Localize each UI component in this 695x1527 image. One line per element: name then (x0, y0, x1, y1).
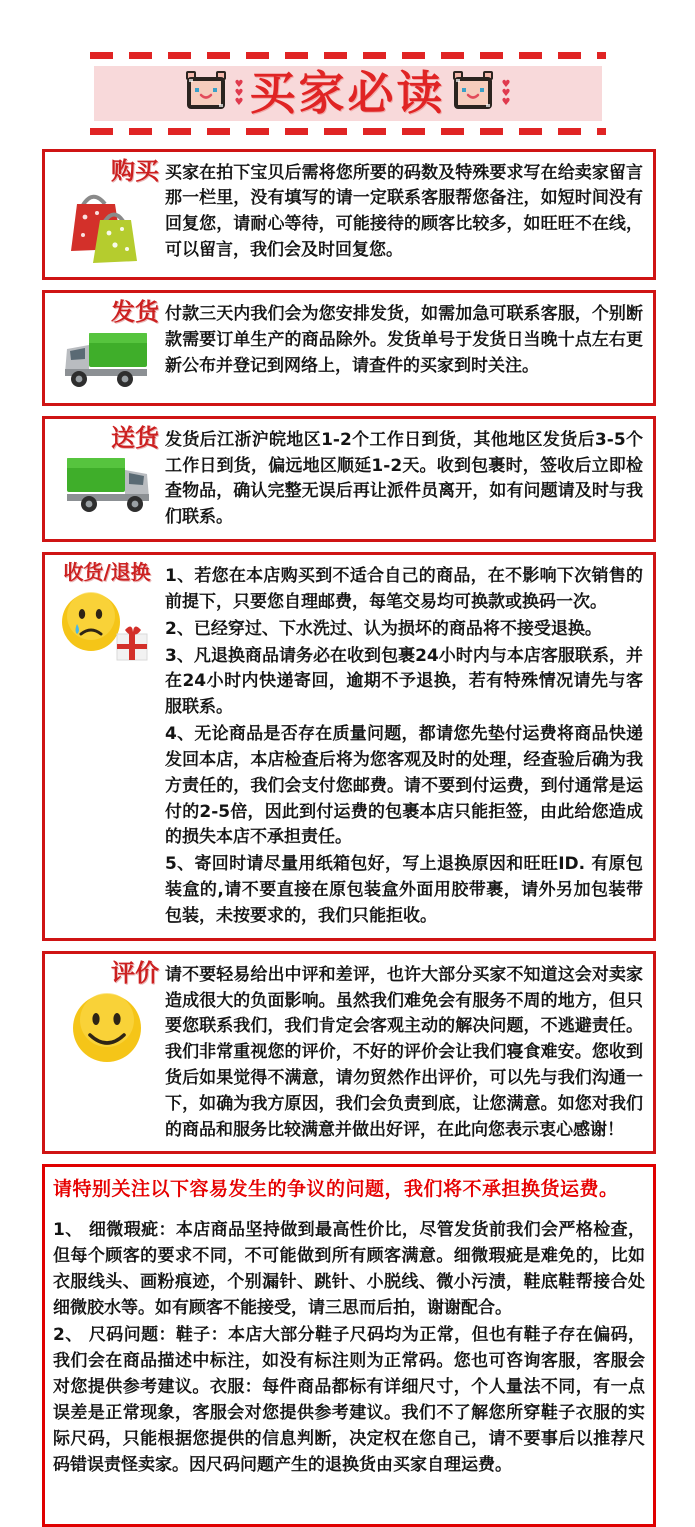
page-header (90, 52, 606, 135)
delivery-truck-icon (63, 329, 151, 395)
dispute-items (53, 1218, 645, 1478)
pixel-face-icon (183, 70, 229, 116)
sad-face-gift-icon (59, 586, 155, 674)
hearts-icon: ♥ ♥ ♥ (501, 78, 511, 108)
review-text: 请不要轻易给出中评和差评，也许大部分买家不知道这会对卖家造成很大的负面影响。虽然我们难免会有服务不周的地方，但只要您联系我们，我们肯定会客观主动的解决问题，不逃避责任。我们非常重视您的评价，不好的评价会让我们寝食难安。您收到货后如果觉得不满意，请勿贸然作出评价，可以先与我们沟通一下，如确为我方原因，我们会负责到底，让您满意。如您对我们的商品和服务比较满意并做出好评，在此向您表示衷心感谢！ (165, 964, 643, 1140)
review-icon-col (53, 960, 161, 1144)
delivery-truck-icon (63, 454, 151, 520)
returns-text (161, 561, 647, 930)
page-title: 买家必读 (249, 66, 446, 120)
shopping-bags-icon (67, 187, 147, 269)
shipping-text: 付款三天内我们会为您安排发货，如需加急可联系客服，个别断款需要订单生产的商品除外。发货单号于发货日当晚十点左右更新公布并登记到网络上，请查件的买家到时关注。 (165, 304, 643, 376)
section-label-delivery: 送货 (111, 423, 159, 452)
delivery-icon-col (53, 425, 161, 531)
section-label-shipping: 发货 (111, 298, 159, 327)
pixel-face-icon (450, 70, 496, 116)
section-review (42, 951, 656, 1155)
returns-item: 4、无论商品是否存在质量问题，都请您先垫付运费将商品快递发回本店，本店检查后将为您客观及时的处理，经查验后确为我方责任的，我们会支付您邮费。请不要到付运费，到付通常是运付的2-5倍，因此到付运费的包裹本店只能拒签，由此给您造成的损失本店不承担责任。 (165, 724, 643, 848)
smiley-face-icon (68, 989, 146, 1071)
dispute-notice-box (42, 1164, 656, 1527)
returns-item: 5、寄回时请尽量用纸箱包好，写上退换原因和旺旺ID. 有原包装盒的,请不要直接在原包装盒外面用胶带裹，请外另加包装带包装，未按要求的，我们只能拒收。 (165, 854, 643, 926)
delivery-text: 发货后江浙沪皖地区1-2个工作日到货，其他地区发货后3-5个工作日到货，偏远地区顺延1-2天。收到包裹时，签收后立即检查物品，确认完整无误后再让派件员离开，如有问题请及时与我们联系。 (165, 429, 643, 528)
purchase-icon-col (53, 158, 161, 270)
section-returns (42, 552, 656, 941)
returns-item: 3、凡退换商品请务必在收到包裹24小时内与本店客服联系，并在24小时内快递寄回，逾期不予退换，若有特殊情况请先与客服联系。 (165, 645, 643, 718)
returns-item: 1、若您在本店购买到不适合自己的商品，在不影响下次销售的前提下，只要您自理邮费，每笔交易均可换款或换码一次。 (165, 566, 643, 612)
section-label-review: 评价 (111, 958, 159, 987)
purchase-text: 买家在拍下宝贝后需将您所要的码数及特殊要求写在给卖家留言那一栏里，没有填写的请一定联系客服帮您备注，如短时间没有回复您，请耐心等待，可能接待的顾客比较多，如旺旺不在线，可以留言，我们会及时回复您。 (165, 162, 643, 261)
dispute-item: 2、 尺码问题：鞋子：本店大部分鞋子尺码均为正常，但也有鞋子存在偏码，我们会在商品描述中标注，如没有标注则为正常码。您也可咨询客服，客服会对您提供参考建议。衣服：每件商品都标有详细尺寸，个人量法不同，有一点误差是正常现象，客服会对您提供参考建议。我们不了解您所穿鞋子衣服的实际尺码，只能根据您提供的信息判断，决定权在您自己，请不要事后以推荐尺码错误责怪卖家。因尺码问题产生的退换货由买家自理运费。 (53, 1325, 645, 1475)
dispute-heading: 请特别关注以下容易发生的争议的问题，我们将不承担换货运费。 (53, 1178, 619, 1201)
section-delivery (42, 416, 656, 542)
section-label-returns: 收货/退换 (63, 560, 151, 585)
dashed-divider-top (90, 52, 606, 59)
section-shipping (42, 290, 656, 406)
dashed-divider-bottom (90, 128, 606, 135)
title-row (94, 66, 602, 121)
returns-icon-col (53, 561, 161, 930)
shipping-icon-col (53, 299, 161, 395)
hearts-icon: ♥ ♥ ♥ (234, 78, 244, 108)
dispute-item: 1、 细微瑕疵：本店商品坚持做到最高性价比，尽管发货前我们会严格检查，但每个顾客的要求不同，不可能做到所有顾客满意。细微瑕疵是难免的，比如衣服线头、画粉痕迹，个别漏针、跳针、小脱线、微小污渍，鞋底鞋帮接合处细微胶水等。如有顾客不能接受，请三思而后拍，谢谢配合。 (53, 1220, 645, 1318)
section-purchase (42, 149, 656, 281)
returns-item: 2、已经穿过、下水洗过、认为损坏的商品将不接受退换。 (165, 618, 602, 639)
section-label-purchase: 购买 (111, 156, 159, 185)
